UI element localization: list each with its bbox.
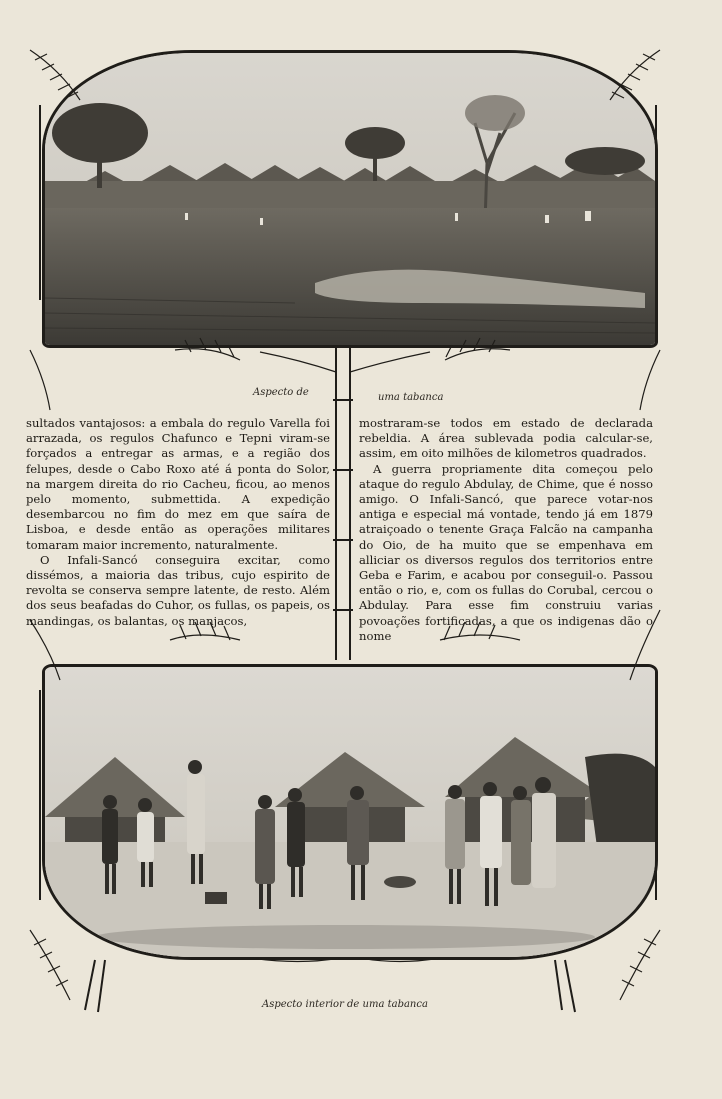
article-left-column [26, 416, 330, 629]
landscape-illustration [45, 53, 655, 345]
right-paragraph-2: A guerra propriamente dita começou pelo ataque do regulo Abdulay, de Chime, que é nosso amigo. O Infali-Sancó, que parece votar-nos antiga e especial má vontade, tendo já em 1879 atraiçoado o tenente Graça Falcão na campanha do Oio, de ha muito que se empenhava em alliciar os diversos regulos dos territorios entre Geba e Farim, e acabou por conseguil-o. Passou então o rio, e, com os fullas do Corubal, cercou o Abdulay. Para esse fim construiu varias povoações fortificadas, a que os indigenas dão o nome [359, 461, 653, 643]
right-paragraph-1: mostraram-se todos em estado de declarada rebeldia. A área sublevada podia calcular-se, assim, em oito milhões de kilometros quadrados. [359, 416, 653, 461]
top-photo-caption-part2: uma tabanca [378, 392, 444, 403]
top-photo-caption-part1: Aspecto de [253, 387, 309, 398]
left-paragraph-1: sultados vantajosos: a embala do regulo Varella foi arrazada, os regulos Chafunco e Tepni viram-se forçados a entregar as armas, e a região dos felupes, desde o Cabo Roxo até á ponta do Solor, na margem direita do rio Cacheu, ficou, ao menos pelo momento, submettida. A expedição desembarcou no fim do mez em que saíra de Lisboa, e desde então as operações militares tomaram maior incremento, naturalmente. [26, 416, 330, 552]
bottom-photo-caption: Aspecto interior de uma tabanca [262, 999, 428, 1010]
bottom-photo-village-interior [42, 664, 658, 960]
village-scene-illustration [45, 667, 655, 957]
top-photo-village-landscape [42, 50, 658, 348]
article-right-column [359, 416, 653, 644]
left-paragraph-2: O Infali-Sancó conseguira excitar, como dissémos, a maioria das tribus, cujo espirito de revolta se conserva sempre latente, de resto. Além dos seus beafadas do Cuhor, os fullas, os papeis, os mandingas, os balantas, os manjacos, [26, 552, 330, 628]
